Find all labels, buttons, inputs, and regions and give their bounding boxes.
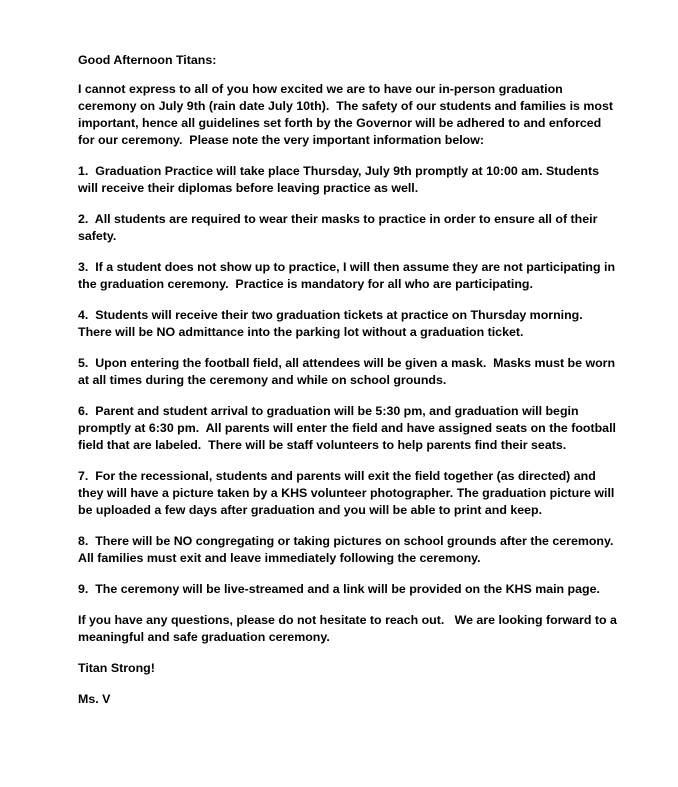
list-item-8: 8. There will be NO congregating or taking pictures on school grounds after the ceremony. All families must exit and leave immediately following the ceremony.	[78, 534, 617, 565]
greeting: Good Afternoon Titans:	[78, 53, 217, 67]
list-item-3: 3. If a student does not show up to practice, I will then assume they are not participating in the graduation ceremony. Practice is mandatory for all who are participating.	[78, 260, 619, 291]
signature: Ms. V	[78, 692, 111, 706]
motto: Titan Strong!	[78, 661, 155, 675]
list-item-5: 5. Upon entering the football field, all attendees will be given a mask. Masks must be worn at all times during the ceremony and while on school grounds.	[78, 356, 619, 387]
list-item-2: 2. All students are required to wear their masks to practice in order to ensure all of their safety.	[78, 212, 601, 243]
closing-paragraph: If you have any questions, please do not hesitate to reach out. We are looking forward to a meaningful and safe graduation ceremony.	[78, 613, 621, 644]
intro-paragraph: I cannot express to all of you how excited we are to have our in-person graduation ceremony on July 9th (rain date July 10th). The safety of our students and families is most important, hence all guidelines set forth by the Governor will be adhered to and enforced for our ceremony. Please note the very important information below:	[78, 82, 617, 147]
list-item-7: 7. For the recessional, students and parents will exit the field together (as directed) and they will have a picture taken by a KHS volunteer photographer. The graduation picture will be uploaded a few days after graduation and you will be able to print and keep.	[78, 469, 618, 517]
list-item-1: 1. Graduation Practice will take place Thursday, July 9th promptly at 10:00 am. Students will receive their diplomas before leaving practice as well.	[78, 164, 603, 195]
list-item-4: 4. Students will receive their two graduation tickets at practice on Thursday morning. There will be NO admittance into the parking lot without a graduation ticket.	[78, 308, 587, 339]
list-item-6: 6. Parent and student arrival to graduation will be 5:30 pm, and graduation will begin promptly at 6:30 pm. All parents will enter the field and have assigned seats on the football field that are labeled. There will be staff volunteers to help parents find their seats.	[78, 404, 620, 452]
letter-body	[78, 52, 621, 722]
list-item-9: 9. The ceremony will be live-streamed and a link will be provided on the KHS main page.	[78, 582, 600, 596]
